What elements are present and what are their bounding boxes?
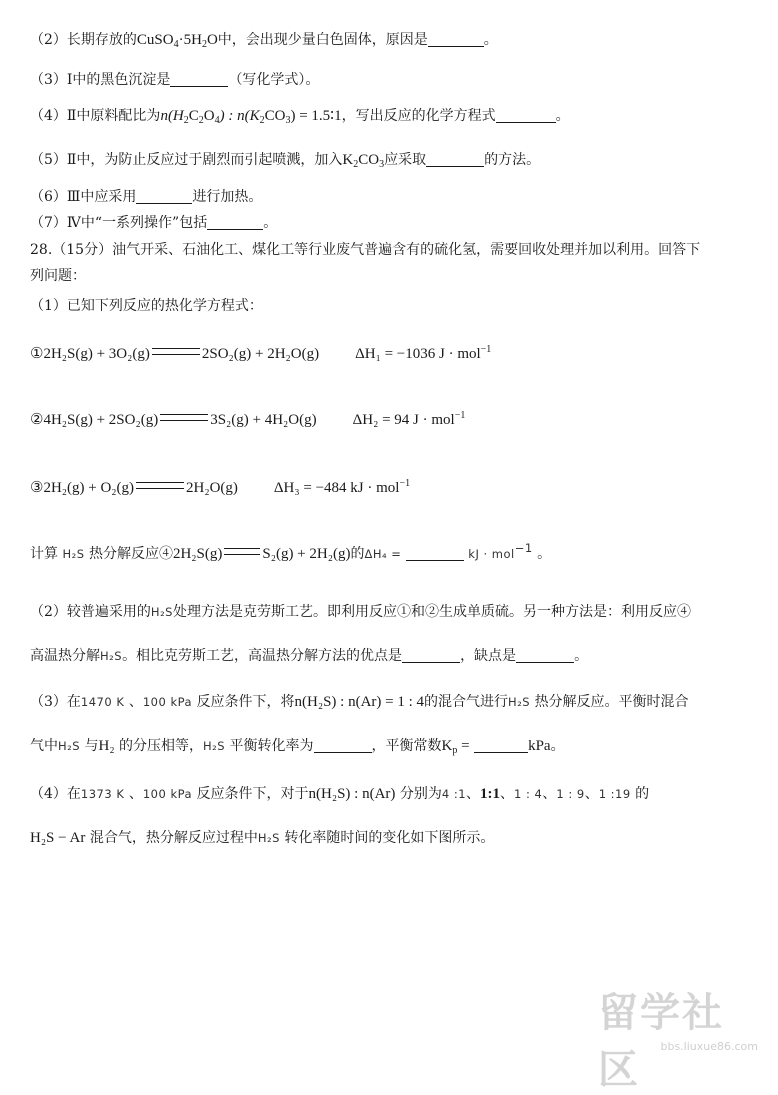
watermark-logo: 留学社区 bbs.liuxue86.com xyxy=(598,990,758,1093)
answer-blank[interactable] xyxy=(406,546,464,561)
question-28-3: （3）在1470 K 、100 kPa 反应条件下，将n(H₂S) : n(Ar) = 1 : 4的混合气进行H₂S 热分解反应。平衡时混合 xyxy=(30,694,689,710)
answer-blank[interactable] xyxy=(314,738,372,753)
question-28-2: （2）较普遍采用的H₂S处理方法是克劳斯工艺。即利用反应①和②生成单质硫。另一种方法是：利用反应④ xyxy=(30,604,691,620)
calc-delta-h4: 计算 H₂S 热分解反应④2H₂S(g) S₂(g) + 2H₂(g)的ΔH₄ = kJ · mol$^{-1}$ 。 xyxy=(30,541,552,562)
question-4: （4）Ⅱ中原料配比为$n(H_2C_2O_4)$ : $n(K_2CO_3)$ = 1.5∶1，写出反应的化学方程式 。 xyxy=(30,108,570,126)
equals-sign xyxy=(224,548,260,555)
equals-sign xyxy=(152,348,200,355)
equals-sign xyxy=(160,414,208,421)
answer-blank[interactable] xyxy=(207,215,263,230)
question-6: （6）Ⅲ中应采用 进行加热。 xyxy=(30,189,263,205)
equation-2: ②4H₂S(g) + 2SO₂(g) 3S₂(g) + 4H₂O(g) ΔH₂ = 94 J · mol$^{-1}$ xyxy=(30,410,466,428)
answer-blank[interactable] xyxy=(170,72,228,87)
question-5: （5）Ⅱ中，为防止反应过于剧烈而引起喷溅，加入$K_2CO_3$应采取 的方法。 xyxy=(30,152,541,170)
question-28-stem: 28.（15分）油气开采、石油化工、煤化工等行业废气普遍含有的硫化氢，需要回收处理并加以利用。回答下 xyxy=(30,242,701,258)
question-28-stem-cont: 列问题： xyxy=(30,268,86,284)
answer-blank[interactable] xyxy=(496,108,556,123)
answer-blank[interactable] xyxy=(136,189,192,204)
question-7: （7）Ⅳ中“一系列操作”包括 。 xyxy=(30,215,278,231)
question-28-2-cont: 高温热分解H₂S。相比克劳斯工艺，高温热分解方法的优点是 ，缺点是 。 xyxy=(30,648,589,664)
question-28-4-cont: H₂S − Ar 混合气，热分解反应过程中H₂S 转化率随时间的变化如下图所示。 xyxy=(30,830,495,846)
answer-blank[interactable] xyxy=(402,648,460,663)
equation-3: ③2H₂(g) + O₂(g) 2H₂O(g) ΔH₃ = −484 kJ · mol$^{-1}$ xyxy=(30,478,411,496)
question-28-3-cont: 气中H₂S 与H₂ 的分压相等，H₂S 平衡转化率为 ，平衡常数$K_p$ = kPa。 xyxy=(30,738,565,756)
answer-blank[interactable] xyxy=(474,738,528,753)
answer-blank[interactable] xyxy=(428,32,484,47)
question-28-1-intro: （1）已知下列反应的热化学方程式： xyxy=(30,298,263,314)
equals-sign xyxy=(136,482,184,489)
equation-1: ①2H₂S(g) + 3O₂(g) 2SO₂(g) + 2H₂O(g) ΔH₁ = −1036 J · mol$^{-1}$ xyxy=(30,344,492,362)
answer-blank[interactable] xyxy=(426,152,484,167)
answer-blank[interactable] xyxy=(516,648,574,663)
question-3: （3）Ⅰ中的黑色沉淀是 （写化学式）。 xyxy=(30,72,320,88)
question-2: （2）长期存放的$CuSO_4\cdot 5H_2O$中，会出现少量白色固体，原因是 。 xyxy=(30,32,498,50)
question-28-4: （4）在1373 K 、100 kPa 反应条件下，对于n(H₂S) : n(Ar) 分别为4 :1、1:1、1 : 4、1 : 9、1 :19 的 xyxy=(30,786,650,802)
